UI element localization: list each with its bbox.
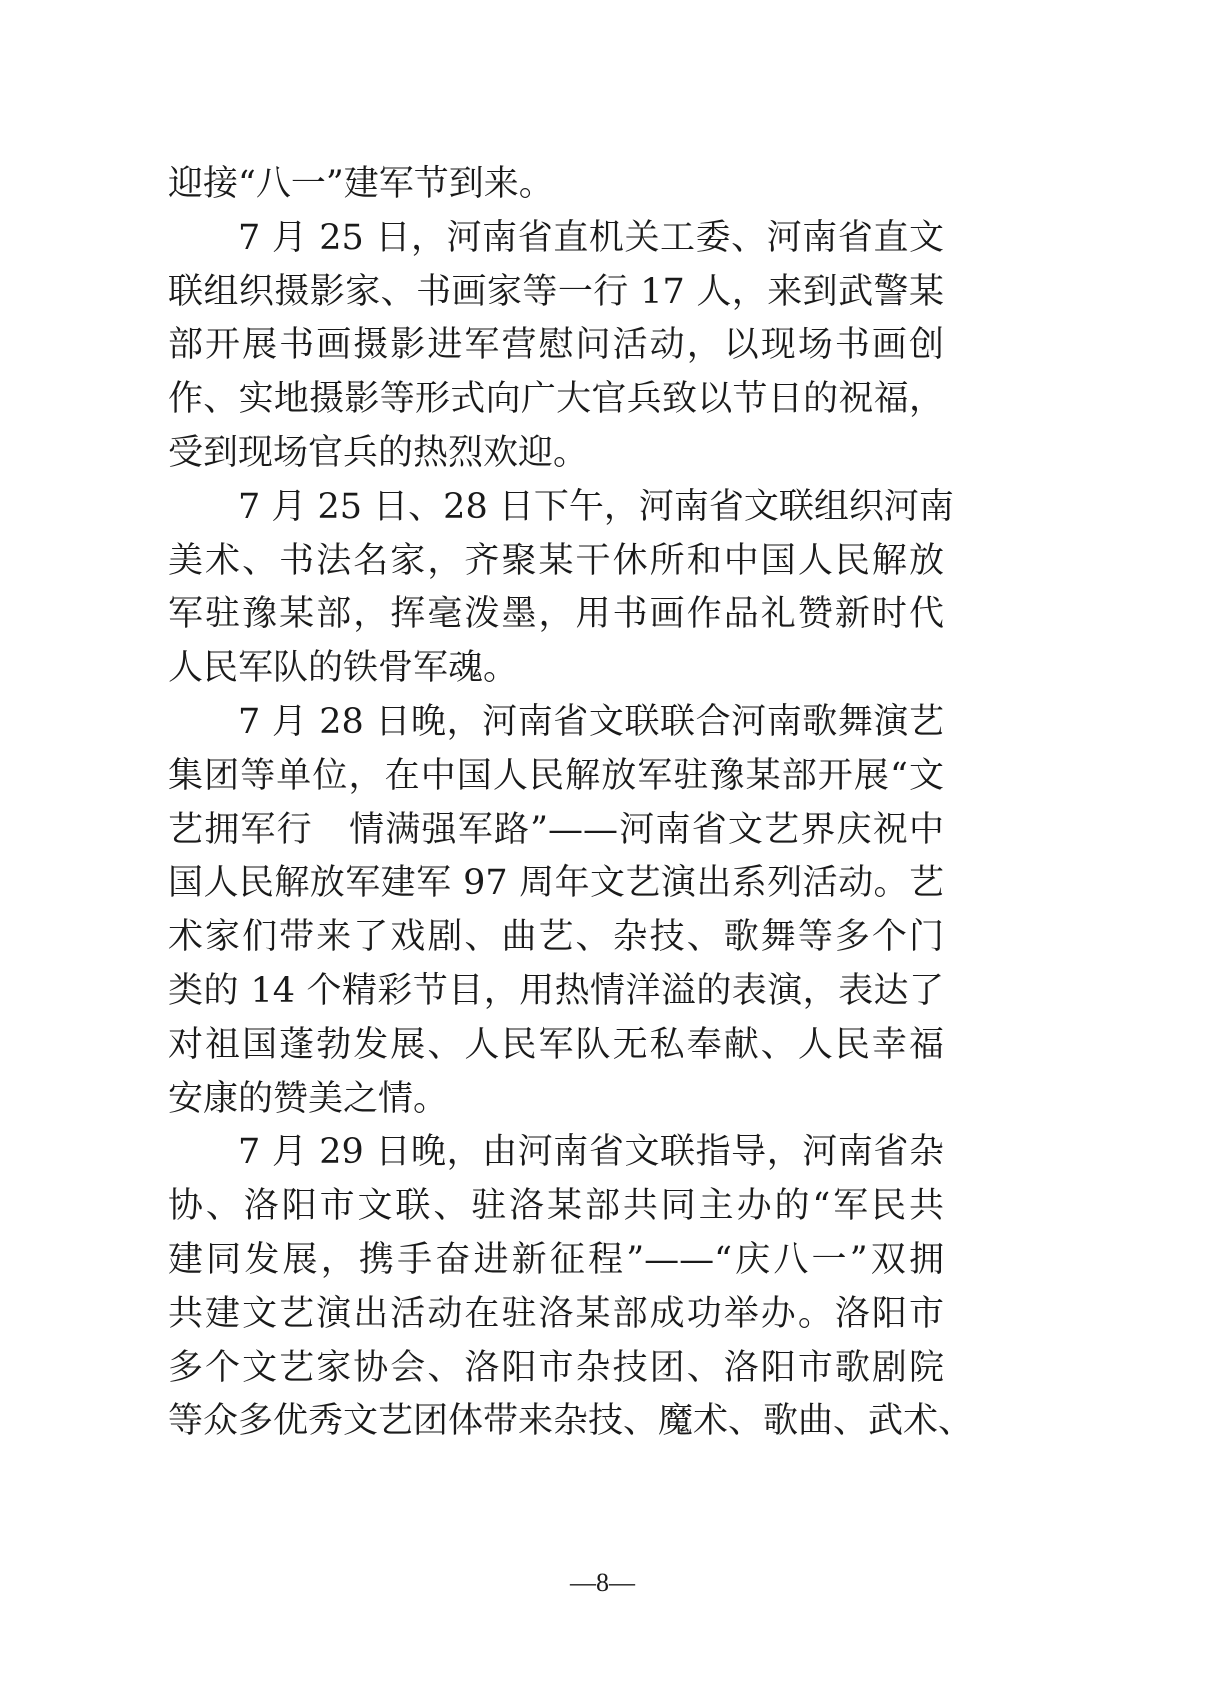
- text-line: 共建文艺演出活动在驻洛某部成功举办。洛阳市: [168, 1293, 944, 1334]
- text-line: 艺拥军行 情满强军路”——河南省文艺界庆祝中: [168, 809, 944, 850]
- body-text: [168, 158, 974, 1449]
- text-line: 人民军队的铁骨军魂。: [168, 648, 519, 689]
- text-line: 协、洛阳市文联、驻洛某部共同主办的“军民共: [168, 1186, 944, 1227]
- page-number: —8—: [570, 1568, 635, 1597]
- text-line: 军驻豫某部，挥毫泼墨，用书画作品礼赞新时代: [168, 594, 944, 635]
- text-line: 术家们带来了戏剧、曲艺、杂技、歌舞等多个门: [168, 917, 944, 958]
- text-line: 等众多优秀文艺团体带来杂技、魔术、歌曲、武术、: [168, 1401, 974, 1442]
- text-line: 国人民解放军建军 97 周年文艺演出系列活动。艺: [168, 863, 944, 904]
- paragraph-start-line: 7 月 25 日，河南省直机关工委、河南省直文: [238, 217, 944, 258]
- paragraph-start-line: 7 月 29 日晚，由河南省文联指导，河南省杂: [238, 1132, 944, 1173]
- text-line: 美术、书法名家，齐聚某干休所和中国人民解放: [168, 540, 944, 581]
- text-line: 迎接“八一”建军节到来。: [168, 164, 554, 204]
- text-line: 部开展书画摄影进军营慰问活动，以现场书画创: [168, 325, 944, 366]
- text-line: 建同发展，携手奋进新征程”——“庆八一”双拥: [168, 1239, 944, 1280]
- text-line: 集团等单位，在中国人民解放军驻豫某部开展“文: [168, 755, 944, 796]
- text-line: 安康的赞美之情。: [168, 1078, 449, 1119]
- text-line: 受到现场官兵的热烈欢迎。: [168, 432, 589, 473]
- text-line: 多个文艺家协会、洛阳市杂技团、洛阳市歌剧院: [168, 1347, 944, 1388]
- text-line: 作、实地摄影等形式向广大官兵致以节日的祝福，: [168, 379, 944, 420]
- text-line: 对祖国蓬勃发展、人民军队无私奉献、人民幸福: [168, 1024, 944, 1065]
- text-line: 联组织摄影家、书画家等一行 17 人，来到武警某: [168, 271, 944, 312]
- text-line: 类的 14 个精彩节目，用热情洋溢的表演，表达了: [168, 970, 944, 1011]
- paragraph-start-line: 7 月 25 日、28 日下午，河南省文联组织河南: [238, 486, 954, 527]
- paragraph-start-line: 7 月 28 日晚，河南省文联联合河南歌舞演艺: [238, 701, 944, 742]
